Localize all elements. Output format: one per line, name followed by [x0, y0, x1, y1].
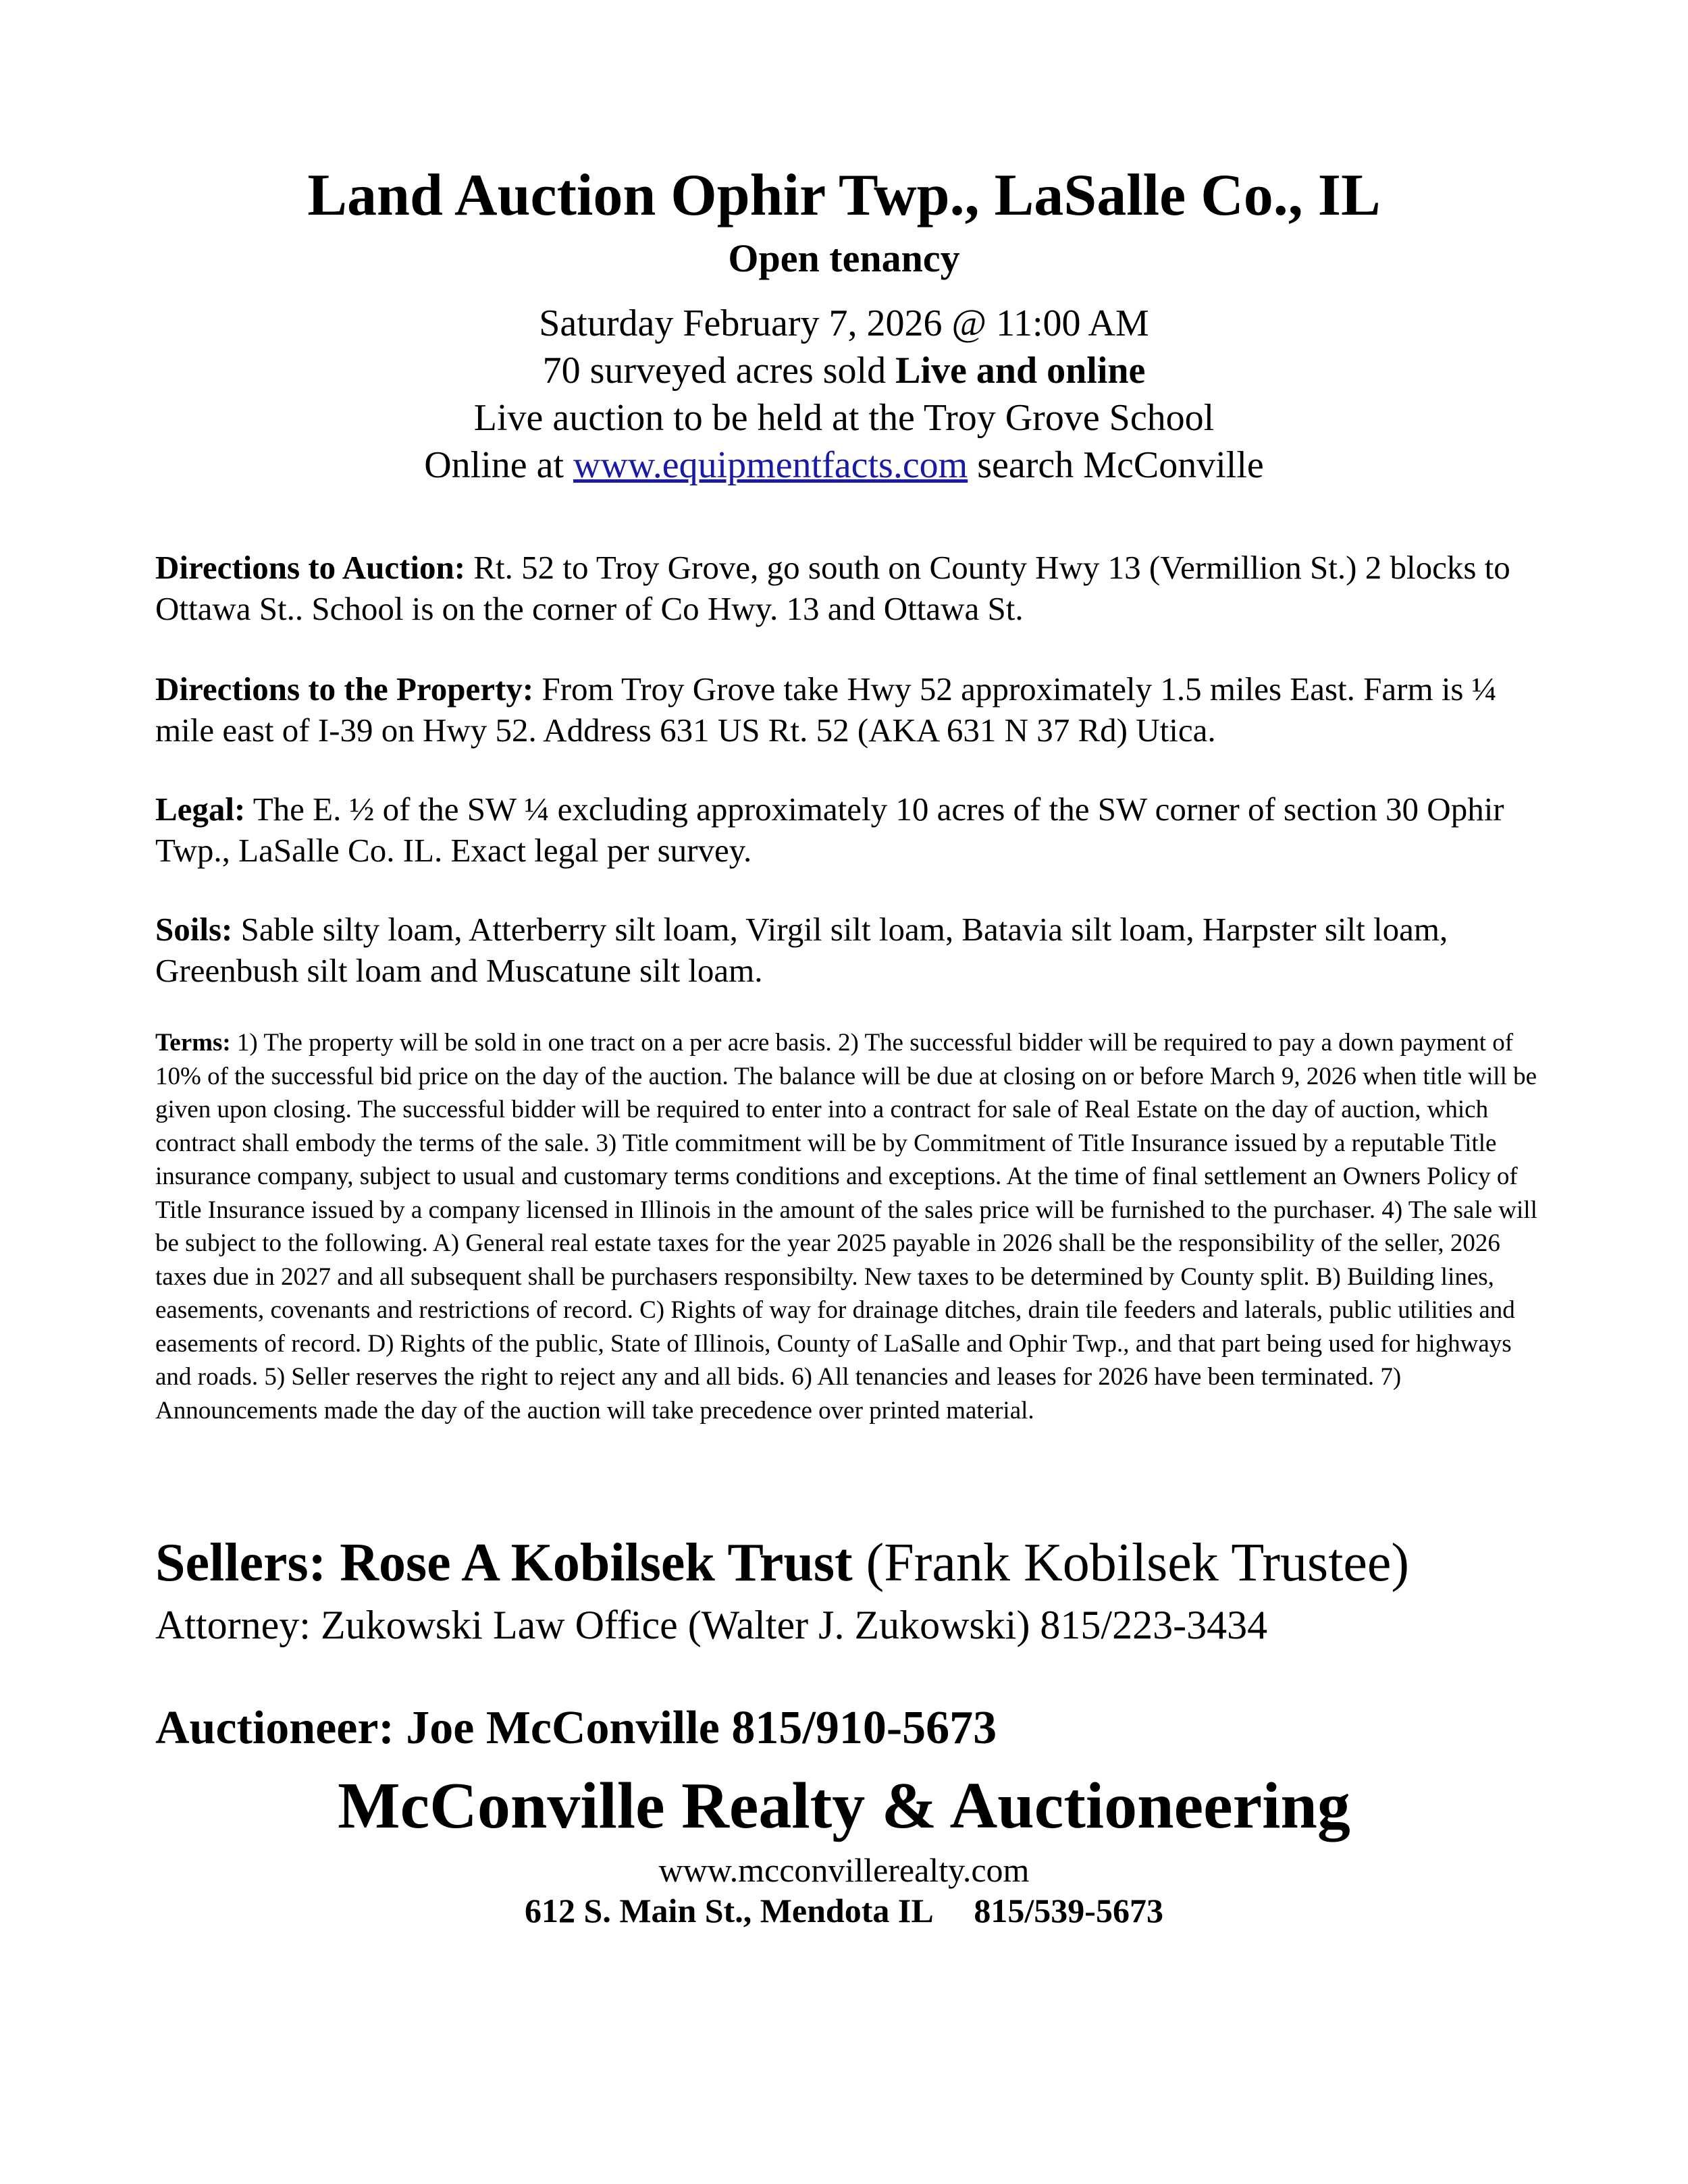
soils-label: Soils: — [155, 911, 233, 948]
directions-property-paragraph — [155, 668, 1533, 751]
auction-info — [0, 300, 1688, 489]
acres-text: 70 surveyed acres sold — [542, 350, 896, 392]
legal-text: The E. ½ of the SW ¼ excluding approximately 10 acres of the SW corner of section 30 Ophir Twp., LaSalle Co. IL. Exact legal per survey. — [155, 791, 1504, 869]
directions-auction-text: Rt. 52 to Troy Grove, go south on County Hwy 13 (Vermillion St.) 2 blocks to Ottawa St.. School is on the corner of Co Hwy. 13 and Ottawa St. — [155, 549, 1510, 627]
directions-auction-label: Directions to Auction: — [155, 549, 466, 586]
online-line — [0, 442, 1688, 489]
directions-property-text: From Troy Grove take Hwy 52 approximately 1.5 miles East. Farm is ¼ mile east of I-39 on Hwy 52. Address 631 US Rt. 52 (AKA 631 N 37 Rd) Utica. — [155, 670, 1497, 749]
auction-location: Live auction to be held at the Troy Grove School — [473, 397, 1215, 439]
online-prefix: Online at — [424, 444, 574, 486]
legal-paragraph — [155, 789, 1533, 871]
live-online-text: Live and online — [895, 350, 1146, 392]
terms-paragraph — [155, 1026, 1539, 1427]
directions-property-label: Directions to the Property: — [155, 670, 534, 708]
subtitle: Open tenancy — [728, 236, 960, 280]
terms-text: 1) The property will be sold in one tract on a per acre basis. 2) The successful bidder will be required to pay a down payment of 10% of the successful bid price on the day of the auction. The balance will be due at closing on or before March 9, 2026 when title will be given upon closing. The successful bidder will be required to enter into a contract for sale of Real Estate on the day of auction, which contract shall embody the terms of the sale. 3) Title commitment will be by Commitment of Title Insurance issued by a reputable Title insurance company, subject to usual and customary terms conditions and exceptions. At the time of final settlement an Owners Policy of Title Insurance issued by a company licensed in Illinois in the amount of the sales price will be furnished to the purchaser. 4) The sale will be subject to the following. A) General real estate taxes for the year 2025 payable in 2026 shall be the responsibility of the seller, 2026 taxes due in 2027 and all subsequent shall be purchasers responsibilty. New taxes to be determined by County split. B) Building lines, easements, covenants and restrictions of record. C) Rights of way for drainage ditches, drain tile feeders and laterals, public utilities and easements of record. D) Rights of the public, State of Illinois, County of LaSalle and Ophir Twp., and that part being used for highways and roads. 5) Seller reserves the right to reject any and all bids. 6) All tenancies and leases for 2026 have been terminated. 7) Announcements made the day of the auction will take precedence over printed material. — [155, 1029, 1537, 1424]
terms-label: Terms: — [155, 1029, 231, 1057]
sellers-line — [155, 1533, 1573, 1593]
attorney-line: Attorney: Zukowski Law Office (Walter J. Zukowski) 815/223-3434 — [155, 1603, 1268, 1647]
auction-date: Saturday February 7, 2026 @ 11:00 AM — [539, 302, 1149, 344]
auctioneer-line: Auctioneer: Joe McConville 815/910-5673 — [155, 1702, 997, 1754]
directions-auction-paragraph — [155, 547, 1533, 629]
soils-text: Sable silty loam, Atterberry silt loam, Virgil silt loam, Batavia silt loam, Harpster silt loam, Greenbush silt loam and Muscatune silt loam. — [155, 911, 1448, 989]
page-title: Land Auction Ophir Twp., LaSalle Co., IL — [307, 163, 1381, 228]
online-suffix: search McConville — [968, 444, 1264, 486]
soils-paragraph — [155, 909, 1533, 991]
company-address: 612 S. Main St., Mendota IL 815/539-5673 — [525, 1892, 1163, 1929]
trustee-text: (Frank Kobilsek Trustee) — [852, 1533, 1410, 1593]
sellers-label: Sellers: Rose A Kobilsek Trust — [155, 1533, 853, 1593]
legal-label: Legal: — [155, 791, 246, 828]
acres-line — [0, 347, 1688, 394]
company-website: www.mcconvillerealty.com — [658, 1851, 1030, 1889]
equipmentfacts-link[interactable]: www.equipmentfacts.com — [573, 444, 968, 486]
company-name: McConville Realty & Auctioneering — [338, 1769, 1350, 1842]
